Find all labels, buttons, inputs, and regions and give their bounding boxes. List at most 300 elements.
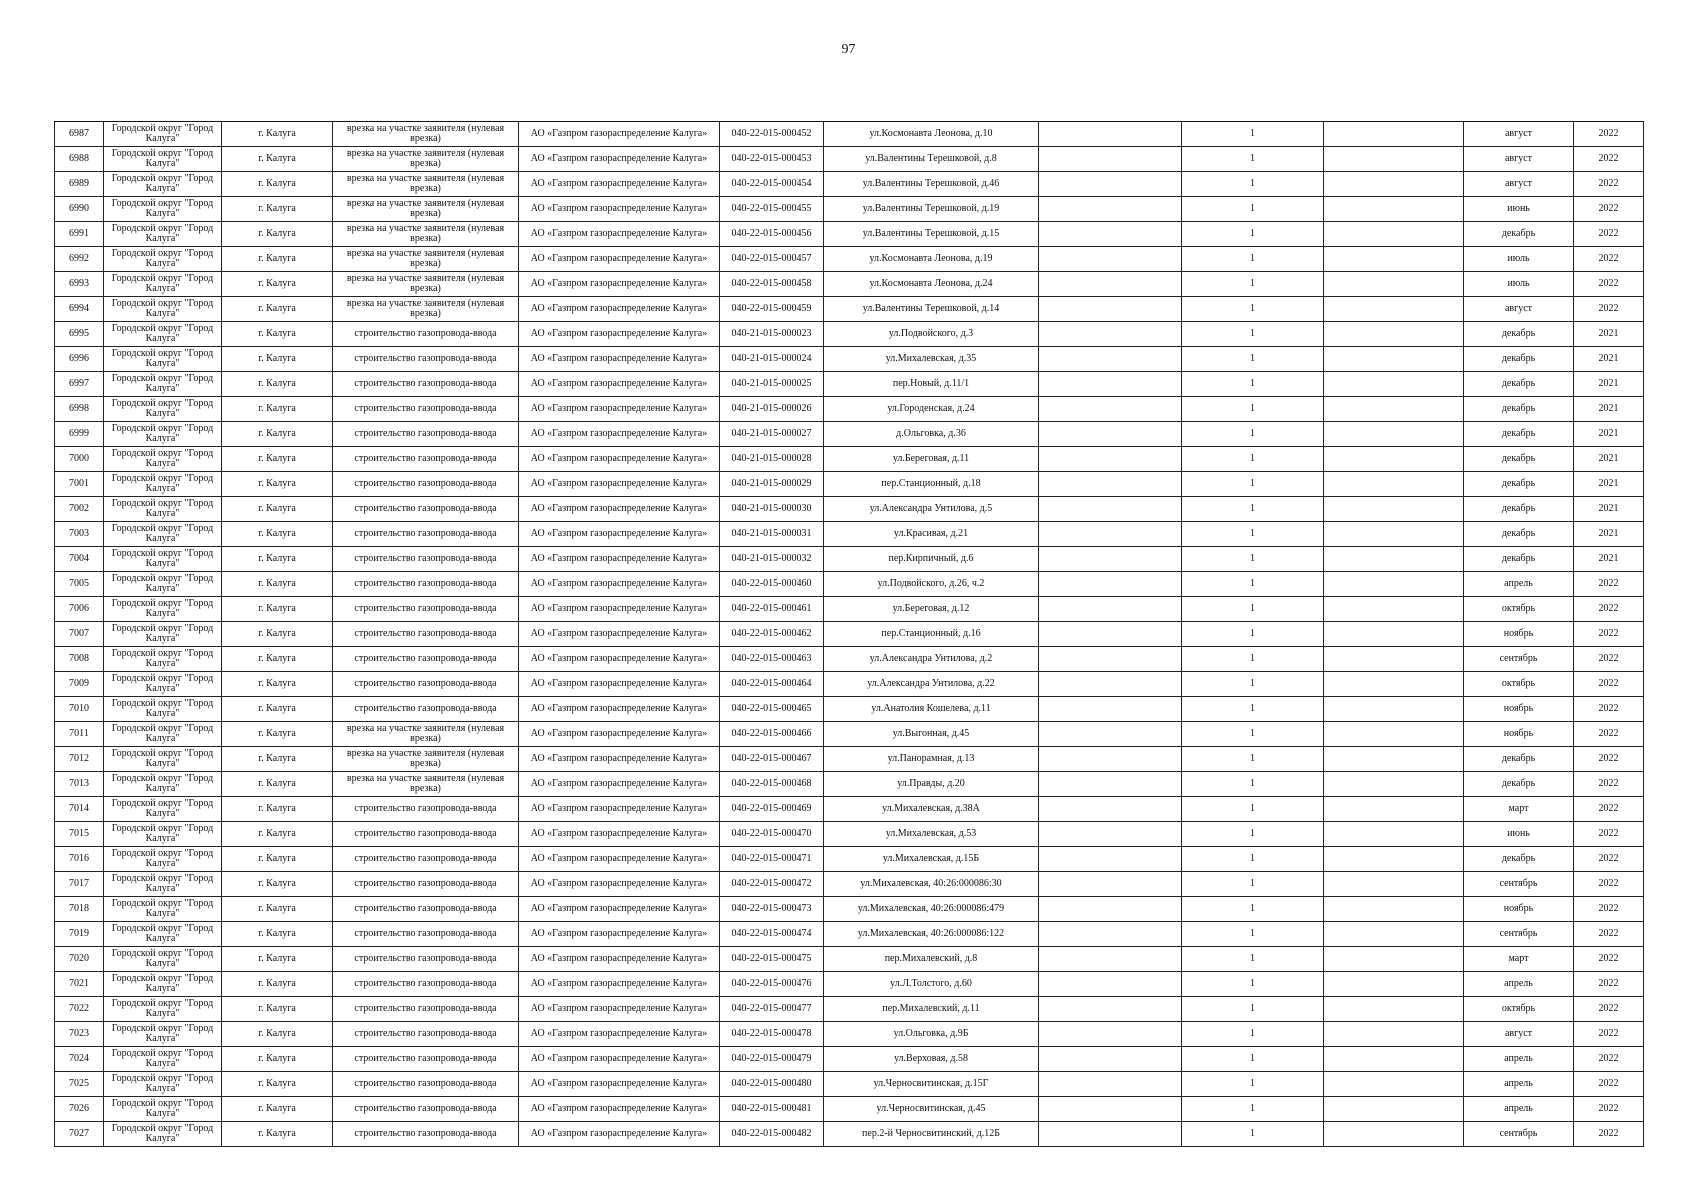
quantity-cell: 1 bbox=[1182, 472, 1324, 497]
table-row bbox=[55, 497, 1644, 522]
city-cell: г. Калуга bbox=[222, 347, 333, 372]
row-number-cell: 7006 bbox=[55, 597, 104, 622]
empty-cell bbox=[1324, 1022, 1464, 1047]
address-cell: ул.Подвойского, д.3 bbox=[824, 322, 1039, 347]
empty-cell bbox=[1324, 322, 1464, 347]
work-type-cell: строительство газопровода-ввода bbox=[333, 797, 519, 822]
table-row bbox=[55, 447, 1644, 472]
empty-cell bbox=[1324, 422, 1464, 447]
code-cell: 040-22-015-000467 bbox=[720, 747, 824, 772]
address-cell: ул.Выгонная, д.45 bbox=[824, 722, 1039, 747]
table-row bbox=[55, 247, 1644, 272]
empty-cell bbox=[1324, 897, 1464, 922]
year-cell: 2022 bbox=[1574, 272, 1644, 297]
year-cell: 2022 bbox=[1574, 797, 1644, 822]
code-cell: 040-21-015-000025 bbox=[720, 372, 824, 397]
district-cell: Городской округ "Город Калуга" bbox=[104, 572, 222, 597]
empty-cell bbox=[1039, 1072, 1182, 1097]
work-type-cell: строительство газопровода-ввода bbox=[333, 672, 519, 697]
empty-cell bbox=[1324, 597, 1464, 622]
work-type-cell: врезка на участке заявителя (нулевая врезка) bbox=[333, 247, 519, 272]
empty-cell bbox=[1324, 247, 1464, 272]
table-row bbox=[55, 122, 1644, 147]
city-cell: г. Калуга bbox=[222, 122, 333, 147]
district-cell: Городской округ "Город Калуга" bbox=[104, 222, 222, 247]
city-cell: г. Калуга bbox=[222, 847, 333, 872]
district-cell: Городской округ "Город Калуга" bbox=[104, 972, 222, 997]
table-row bbox=[55, 1022, 1644, 1047]
quantity-cell: 1 bbox=[1182, 822, 1324, 847]
table-row bbox=[55, 622, 1644, 647]
address-cell: ул.Черносвитинская, д.45 bbox=[824, 1097, 1039, 1122]
quantity-cell: 1 bbox=[1182, 897, 1324, 922]
year-cell: 2021 bbox=[1574, 522, 1644, 547]
code-cell: 040-22-015-000466 bbox=[720, 722, 824, 747]
quantity-cell: 1 bbox=[1182, 647, 1324, 672]
year-cell: 2022 bbox=[1574, 222, 1644, 247]
year-cell: 2022 bbox=[1574, 972, 1644, 997]
row-number-cell: 6989 bbox=[55, 172, 104, 197]
year-cell: 2022 bbox=[1574, 847, 1644, 872]
month-cell: декабрь bbox=[1464, 372, 1574, 397]
empty-cell bbox=[1039, 272, 1182, 297]
work-type-cell: строительство газопровода-ввода bbox=[333, 922, 519, 947]
address-cell: пер.Михалевский, д.11 bbox=[824, 997, 1039, 1022]
table-row bbox=[55, 772, 1644, 797]
month-cell: март bbox=[1464, 947, 1574, 972]
year-cell: 2021 bbox=[1574, 447, 1644, 472]
city-cell: г. Калуга bbox=[222, 722, 333, 747]
empty-cell bbox=[1324, 747, 1464, 772]
month-cell: декабрь bbox=[1464, 847, 1574, 872]
table-row bbox=[55, 472, 1644, 497]
month-cell: сентябрь bbox=[1464, 872, 1574, 897]
work-type-cell: врезка на участке заявителя (нулевая врезка) bbox=[333, 772, 519, 797]
work-type-cell: строительство газопровода-ввода bbox=[333, 697, 519, 722]
city-cell: г. Калуга bbox=[222, 1097, 333, 1122]
work-type-cell: строительство газопровода-ввода bbox=[333, 1072, 519, 1097]
city-cell: г. Калуга bbox=[222, 547, 333, 572]
organization-cell: АО «Газпром газораспределение Калуга» bbox=[519, 572, 720, 597]
work-type-cell: строительство газопровода-ввода bbox=[333, 522, 519, 547]
month-cell: декабрь bbox=[1464, 547, 1574, 572]
year-cell: 2022 bbox=[1574, 297, 1644, 322]
row-number-cell: 6996 bbox=[55, 347, 104, 372]
district-cell: Городской округ "Город Калуга" bbox=[104, 1022, 222, 1047]
year-cell: 2022 bbox=[1574, 1097, 1644, 1122]
district-cell: Городской округ "Город Калуга" bbox=[104, 597, 222, 622]
table-row bbox=[55, 847, 1644, 872]
row-number-cell: 6988 bbox=[55, 147, 104, 172]
organization-cell: АО «Газпром газораспределение Калуга» bbox=[519, 1022, 720, 1047]
table-row bbox=[55, 1097, 1644, 1122]
organization-cell: АО «Газпром газораспределение Калуга» bbox=[519, 697, 720, 722]
month-cell: октябрь bbox=[1464, 597, 1574, 622]
row-number-cell: 7005 bbox=[55, 572, 104, 597]
empty-cell bbox=[1324, 447, 1464, 472]
empty-cell bbox=[1324, 147, 1464, 172]
city-cell: г. Калуга bbox=[222, 822, 333, 847]
empty-cell bbox=[1039, 497, 1182, 522]
city-cell: г. Калуга bbox=[222, 897, 333, 922]
address-cell: ул.Панорамная, д.13 bbox=[824, 747, 1039, 772]
address-cell: пер.Станционный, д.16 bbox=[824, 622, 1039, 647]
month-cell: июнь bbox=[1464, 822, 1574, 847]
address-cell: ул.Валентины Терешковой, д.14 bbox=[824, 297, 1039, 322]
quantity-cell: 1 bbox=[1182, 447, 1324, 472]
row-number-cell: 6993 bbox=[55, 272, 104, 297]
city-cell: г. Калуга bbox=[222, 447, 333, 472]
quantity-cell: 1 bbox=[1182, 597, 1324, 622]
year-cell: 2022 bbox=[1574, 122, 1644, 147]
code-cell: 040-22-015-000456 bbox=[720, 222, 824, 247]
empty-cell bbox=[1324, 922, 1464, 947]
city-cell: г. Калуга bbox=[222, 272, 333, 297]
quantity-cell: 1 bbox=[1182, 847, 1324, 872]
work-type-cell: строительство газопровода-ввода bbox=[333, 1097, 519, 1122]
row-number-cell: 7021 bbox=[55, 972, 104, 997]
row-number-cell: 7014 bbox=[55, 797, 104, 822]
year-cell: 2022 bbox=[1574, 572, 1644, 597]
organization-cell: АО «Газпром газораспределение Калуга» bbox=[519, 997, 720, 1022]
empty-cell bbox=[1324, 522, 1464, 547]
table-row bbox=[55, 822, 1644, 847]
empty-cell bbox=[1039, 872, 1182, 897]
code-cell: 040-21-015-000023 bbox=[720, 322, 824, 347]
row-number-cell: 6991 bbox=[55, 222, 104, 247]
year-cell: 2021 bbox=[1574, 347, 1644, 372]
city-cell: г. Калуга bbox=[222, 297, 333, 322]
organization-cell: АО «Газпром газораспределение Калуга» bbox=[519, 622, 720, 647]
organization-cell: АО «Газпром газораспределение Калуга» bbox=[519, 822, 720, 847]
code-cell: 040-22-015-000463 bbox=[720, 647, 824, 672]
address-cell: пер.Михалевский, д.8 bbox=[824, 947, 1039, 972]
empty-cell bbox=[1039, 1122, 1182, 1147]
code-cell: 040-22-015-000459 bbox=[720, 297, 824, 322]
month-cell: сентябрь bbox=[1464, 1122, 1574, 1147]
city-cell: г. Калуга bbox=[222, 947, 333, 972]
quantity-cell: 1 bbox=[1182, 1072, 1324, 1097]
quantity-cell: 1 bbox=[1182, 947, 1324, 972]
year-cell: 2021 bbox=[1574, 422, 1644, 447]
quantity-cell: 1 bbox=[1182, 322, 1324, 347]
organization-cell: АО «Газпром газораспределение Калуга» bbox=[519, 1097, 720, 1122]
quantity-cell: 1 bbox=[1182, 697, 1324, 722]
address-cell: ул.Космонавта Леонова, д.10 bbox=[824, 122, 1039, 147]
address-cell: ул.Михалевская, 40:26:000086:122 bbox=[824, 922, 1039, 947]
code-cell: 040-22-015-000455 bbox=[720, 197, 824, 222]
empty-cell bbox=[1324, 547, 1464, 572]
quantity-cell: 1 bbox=[1182, 547, 1324, 572]
district-cell: Городской округ "Город Калуга" bbox=[104, 697, 222, 722]
district-cell: Городской округ "Город Калуга" bbox=[104, 1122, 222, 1147]
year-cell: 2022 bbox=[1574, 772, 1644, 797]
district-cell: Городской округ "Город Калуга" bbox=[104, 272, 222, 297]
work-type-cell: врезка на участке заявителя (нулевая врезка) bbox=[333, 197, 519, 222]
empty-cell bbox=[1324, 772, 1464, 797]
address-cell: ул.Александра Унтилова, д.2 bbox=[824, 647, 1039, 672]
table-row bbox=[55, 997, 1644, 1022]
row-number-cell: 7012 bbox=[55, 747, 104, 772]
organization-cell: АО «Газпром газораспределение Калуга» bbox=[519, 147, 720, 172]
code-cell: 040-22-015-000452 bbox=[720, 122, 824, 147]
row-number-cell: 7019 bbox=[55, 922, 104, 947]
empty-cell bbox=[1039, 1022, 1182, 1047]
month-cell: октябрь bbox=[1464, 997, 1574, 1022]
organization-cell: АО «Газпром газораспределение Калуга» bbox=[519, 172, 720, 197]
month-cell: ноябрь bbox=[1464, 722, 1574, 747]
month-cell: декабрь bbox=[1464, 347, 1574, 372]
quantity-cell: 1 bbox=[1182, 1097, 1324, 1122]
row-number-cell: 7000 bbox=[55, 447, 104, 472]
year-cell: 2022 bbox=[1574, 697, 1644, 722]
organization-cell: АО «Газпром газораспределение Калуга» bbox=[519, 947, 720, 972]
code-cell: 040-22-015-000481 bbox=[720, 1097, 824, 1122]
month-cell: апрель bbox=[1464, 1047, 1574, 1072]
month-cell: август bbox=[1464, 172, 1574, 197]
empty-cell bbox=[1324, 172, 1464, 197]
quantity-cell: 1 bbox=[1182, 197, 1324, 222]
empty-cell bbox=[1039, 722, 1182, 747]
district-cell: Городской округ "Город Калуга" bbox=[104, 297, 222, 322]
work-type-cell: строительство газопровода-ввода bbox=[333, 647, 519, 672]
table-row bbox=[55, 372, 1644, 397]
address-cell: ул.Верховая, д.58 bbox=[824, 1047, 1039, 1072]
table-row bbox=[55, 422, 1644, 447]
empty-cell bbox=[1324, 1097, 1464, 1122]
city-cell: г. Калуга bbox=[222, 1122, 333, 1147]
month-cell: июнь bbox=[1464, 197, 1574, 222]
empty-cell bbox=[1324, 672, 1464, 697]
district-cell: Городской округ "Город Калуга" bbox=[104, 1047, 222, 1072]
row-number-cell: 6987 bbox=[55, 122, 104, 147]
table-row bbox=[55, 572, 1644, 597]
row-number-cell: 6990 bbox=[55, 197, 104, 222]
empty-cell bbox=[1039, 747, 1182, 772]
address-cell: ул.Александра Унтилова, д.5 bbox=[824, 497, 1039, 522]
empty-cell bbox=[1324, 372, 1464, 397]
organization-cell: АО «Газпром газораспределение Калуга» bbox=[519, 772, 720, 797]
city-cell: г. Калуга bbox=[222, 672, 333, 697]
code-cell: 040-21-015-000030 bbox=[720, 497, 824, 522]
row-number-cell: 7002 bbox=[55, 497, 104, 522]
district-cell: Городской округ "Город Калуга" bbox=[104, 447, 222, 472]
empty-cell bbox=[1324, 272, 1464, 297]
empty-cell bbox=[1324, 647, 1464, 672]
quantity-cell: 1 bbox=[1182, 747, 1324, 772]
month-cell: июль bbox=[1464, 272, 1574, 297]
row-number-cell: 7001 bbox=[55, 472, 104, 497]
work-type-cell: врезка на участке заявителя (нулевая врезка) bbox=[333, 147, 519, 172]
address-cell: ул.Михалевская, 40:26:000086:479 bbox=[824, 897, 1039, 922]
code-cell: 040-21-015-000027 bbox=[720, 422, 824, 447]
empty-cell bbox=[1324, 697, 1464, 722]
month-cell: март bbox=[1464, 797, 1574, 822]
city-cell: г. Калуга bbox=[222, 422, 333, 447]
row-number-cell: 6994 bbox=[55, 297, 104, 322]
row-number-cell: 7025 bbox=[55, 1072, 104, 1097]
month-cell: апрель bbox=[1464, 972, 1574, 997]
code-cell: 040-22-015-000471 bbox=[720, 847, 824, 872]
year-cell: 2022 bbox=[1574, 922, 1644, 947]
work-type-cell: строительство газопровода-ввода bbox=[333, 322, 519, 347]
table-row bbox=[55, 172, 1644, 197]
table-row bbox=[55, 272, 1644, 297]
district-cell: Городской округ "Город Калуга" bbox=[104, 322, 222, 347]
empty-cell bbox=[1039, 472, 1182, 497]
district-cell: Городской округ "Город Калуга" bbox=[104, 672, 222, 697]
empty-cell bbox=[1324, 222, 1464, 247]
city-cell: г. Калуга bbox=[222, 772, 333, 797]
district-cell: Городской округ "Город Калуга" bbox=[104, 422, 222, 447]
address-cell: ул.Ольговка, д.9Б bbox=[824, 1022, 1039, 1047]
work-type-cell: строительство газопровода-ввода bbox=[333, 347, 519, 372]
city-cell: г. Калуга bbox=[222, 397, 333, 422]
year-cell: 2022 bbox=[1574, 722, 1644, 747]
organization-cell: АО «Газпром газораспределение Калуга» bbox=[519, 547, 720, 572]
row-number-cell: 7017 bbox=[55, 872, 104, 897]
address-cell: ул.Михалевская, д.15Б bbox=[824, 847, 1039, 872]
address-cell: пер.Новый, д.11/1 bbox=[824, 372, 1039, 397]
month-cell: июль bbox=[1464, 247, 1574, 272]
city-cell: г. Калуга bbox=[222, 972, 333, 997]
code-cell: 040-22-015-000477 bbox=[720, 997, 824, 1022]
empty-cell bbox=[1039, 347, 1182, 372]
quantity-cell: 1 bbox=[1182, 772, 1324, 797]
address-cell: ул.Городенская, д.24 bbox=[824, 397, 1039, 422]
code-cell: 040-22-015-000454 bbox=[720, 172, 824, 197]
year-cell: 2022 bbox=[1574, 672, 1644, 697]
address-cell: ул.Подвойского, д.26, ч.2 bbox=[824, 572, 1039, 597]
row-number-cell: 7008 bbox=[55, 647, 104, 672]
table-row bbox=[55, 972, 1644, 997]
month-cell: апрель bbox=[1464, 572, 1574, 597]
empty-cell bbox=[1324, 1122, 1464, 1147]
month-cell: ноябрь bbox=[1464, 622, 1574, 647]
code-cell: 040-21-015-000032 bbox=[720, 547, 824, 572]
address-cell: пер.Станционный, д.18 bbox=[824, 472, 1039, 497]
organization-cell: АО «Газпром газораспределение Калуга» bbox=[519, 647, 720, 672]
empty-cell bbox=[1039, 647, 1182, 672]
empty-cell bbox=[1324, 347, 1464, 372]
table-row bbox=[55, 397, 1644, 422]
district-cell: Городской округ "Город Калуга" bbox=[104, 622, 222, 647]
table-row bbox=[55, 297, 1644, 322]
district-cell: Городской округ "Город Калуга" bbox=[104, 872, 222, 897]
address-cell: ул.Валентины Терешковой, д.19 bbox=[824, 197, 1039, 222]
district-cell: Городской округ "Город Калуга" bbox=[104, 247, 222, 272]
district-cell: Городской округ "Город Калуга" bbox=[104, 797, 222, 822]
empty-cell bbox=[1324, 197, 1464, 222]
table-row bbox=[55, 547, 1644, 572]
row-number-cell: 7007 bbox=[55, 622, 104, 647]
organization-cell: АО «Газпром газораспределение Калуга» bbox=[519, 122, 720, 147]
month-cell: август bbox=[1464, 297, 1574, 322]
year-cell: 2022 bbox=[1574, 822, 1644, 847]
address-cell: ул.Анатолия Кошелева, д.11 bbox=[824, 697, 1039, 722]
quantity-cell: 1 bbox=[1182, 272, 1324, 297]
organization-cell: АО «Газпром газораспределение Калуга» bbox=[519, 522, 720, 547]
code-cell: 040-22-015-000470 bbox=[720, 822, 824, 847]
organization-cell: АО «Газпром газораспределение Калуга» bbox=[519, 722, 720, 747]
table-row bbox=[55, 647, 1644, 672]
code-cell: 040-22-015-000476 bbox=[720, 972, 824, 997]
month-cell: август bbox=[1464, 1022, 1574, 1047]
city-cell: г. Калуга bbox=[222, 172, 333, 197]
empty-cell bbox=[1324, 497, 1464, 522]
month-cell: сентябрь bbox=[1464, 922, 1574, 947]
month-cell: декабрь bbox=[1464, 397, 1574, 422]
empty-cell bbox=[1039, 947, 1182, 972]
code-cell: 040-22-015-000460 bbox=[720, 572, 824, 597]
district-cell: Городской округ "Город Калуга" bbox=[104, 147, 222, 172]
empty-cell bbox=[1039, 572, 1182, 597]
row-number-cell: 6992 bbox=[55, 247, 104, 272]
year-cell: 2022 bbox=[1574, 172, 1644, 197]
district-cell: Городской округ "Город Калуга" bbox=[104, 997, 222, 1022]
address-cell: ул.Михалевская, д.35 bbox=[824, 347, 1039, 372]
work-type-cell: строительство газопровода-ввода bbox=[333, 397, 519, 422]
table-row bbox=[55, 797, 1644, 822]
work-type-cell: строительство газопровода-ввода bbox=[333, 897, 519, 922]
row-number-cell: 7003 bbox=[55, 522, 104, 547]
registry-body bbox=[55, 122, 1644, 1147]
city-cell: г. Калуга bbox=[222, 322, 333, 347]
empty-cell bbox=[1324, 1072, 1464, 1097]
quantity-cell: 1 bbox=[1182, 672, 1324, 697]
code-cell: 040-22-015-000462 bbox=[720, 622, 824, 647]
district-cell: Городской округ "Город Калуга" bbox=[104, 397, 222, 422]
district-cell: Городской округ "Город Калуга" bbox=[104, 772, 222, 797]
empty-cell bbox=[1039, 397, 1182, 422]
row-number-cell: 6998 bbox=[55, 397, 104, 422]
month-cell: декабрь bbox=[1464, 447, 1574, 472]
code-cell: 040-22-015-000457 bbox=[720, 247, 824, 272]
address-cell: ул.Космонавта Леонова, д.24 bbox=[824, 272, 1039, 297]
year-cell: 2022 bbox=[1574, 1047, 1644, 1072]
month-cell: декабрь bbox=[1464, 222, 1574, 247]
city-cell: г. Калуга bbox=[222, 1072, 333, 1097]
city-cell: г. Калуга bbox=[222, 872, 333, 897]
code-cell: 040-22-015-000474 bbox=[720, 922, 824, 947]
city-cell: г. Калуга bbox=[222, 922, 333, 947]
code-cell: 040-22-015-000461 bbox=[720, 597, 824, 622]
year-cell: 2022 bbox=[1574, 897, 1644, 922]
empty-cell bbox=[1324, 472, 1464, 497]
code-cell: 040-21-015-000028 bbox=[720, 447, 824, 472]
city-cell: г. Калуга bbox=[222, 622, 333, 647]
table-row bbox=[55, 1122, 1644, 1147]
table-row bbox=[55, 522, 1644, 547]
district-cell: Городской округ "Город Калуга" bbox=[104, 197, 222, 222]
table-row bbox=[55, 872, 1644, 897]
year-cell: 2022 bbox=[1574, 1072, 1644, 1097]
row-number-cell: 6997 bbox=[55, 372, 104, 397]
quantity-cell: 1 bbox=[1182, 122, 1324, 147]
city-cell: г. Калуга bbox=[222, 1022, 333, 1047]
table-row bbox=[55, 222, 1644, 247]
empty-cell bbox=[1039, 897, 1182, 922]
work-type-cell: строительство газопровода-ввода bbox=[333, 1022, 519, 1047]
row-number-cell: 7004 bbox=[55, 547, 104, 572]
year-cell: 2022 bbox=[1574, 947, 1644, 972]
work-type-cell: строительство газопровода-ввода bbox=[333, 547, 519, 572]
work-type-cell: строительство газопровода-ввода bbox=[333, 572, 519, 597]
month-cell: август bbox=[1464, 122, 1574, 147]
work-type-cell: строительство газопровода-ввода bbox=[333, 1047, 519, 1072]
table-row bbox=[55, 1047, 1644, 1072]
quantity-cell: 1 bbox=[1182, 1022, 1324, 1047]
